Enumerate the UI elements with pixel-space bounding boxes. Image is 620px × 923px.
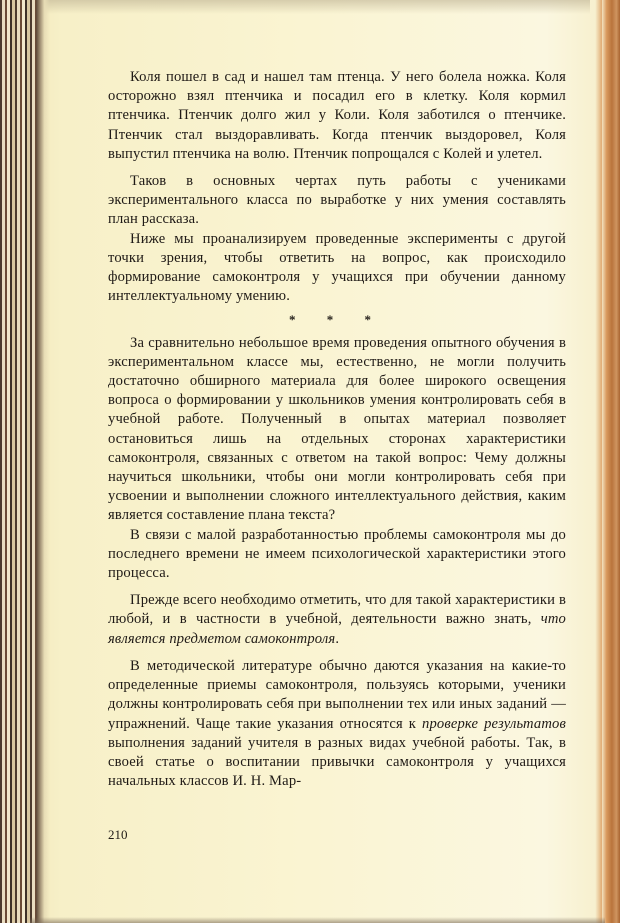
italic-emphasis: что является предметом самоконтроля bbox=[108, 611, 566, 647]
page-body-text bbox=[108, 68, 566, 791]
paragraph-subject-of-selfcontrol bbox=[108, 591, 566, 649]
page-bottom-edge bbox=[30, 917, 605, 923]
text-run: . bbox=[335, 630, 340, 647]
gutter-shadow bbox=[36, 0, 50, 923]
text-run: Прежде всего необходимо отметить, что для такой характеристики в любой, и в частности в учебной, деятельности важно знать, bbox=[108, 592, 566, 628]
paragraph-analysis-intro: Ниже мы проанализируем проведенные эксперименты с другой точки зрения, чтобы ответить на вопрос, как происходило формирование самоконтроля у учащихся при обучении данному интеллектуальному умению. bbox=[108, 230, 566, 305]
paragraph-methodical-literature bbox=[108, 657, 566, 791]
italic-emphasis: проверке результатов bbox=[422, 715, 566, 732]
section-separator: * * * bbox=[289, 312, 385, 328]
page-number: 210 bbox=[108, 827, 128, 842]
text-run: выполнения заданий учителя в разных видах учебной работы. Так, в своей статье о воспитании привычки самоконтроля у учащихся начальных классов И. Н. Мар- bbox=[108, 734, 566, 790]
text-run: В методической литературе обычно даются указания на какие-то определенные приемы самоконтроля, пользуясь которыми, ученики должны контролировать себя при выполнении тех или иных заданий — упражнений. Чаще такие указания относятся к bbox=[108, 657, 566, 732]
paragraph-problem: В связи с малой разработанностью проблемы самоконтроля мы до последнего времени не имеем психологической характеристики этого процесса. bbox=[108, 526, 566, 582]
paragraph-experiment-scope: За сравнительно небольшое время проведения опытного обучения в экспериментальном классе мы, естественно, не могли получить достаточно обширного материала для более широкого освещения вопроса о формировании у школьников умения контролировать себя в учебной работе. Полученный в опытах материал позволяет остановиться лишь на отдельных сторонах характеристики самоконтроля, связанных с ответом на такой вопрос: Чему должны научиться школьники, чтобы они могли контролировать себя при усвоении и выполнении сложного интеллектуального действия, каким является составление плана текста? bbox=[108, 334, 566, 524]
book-fore-edge bbox=[602, 0, 620, 923]
page-top-shadow bbox=[30, 0, 590, 14]
paragraph-story: Коля пошел в сад и нашел там птенца. У него болела ножка. Коля осторожно взял птенчика и посадил его в клетку. Коля кормил птенчика. Птенчик долго жил у Коли. Коля заботился о птенчике. Птенчик стал выздоравливать. Когда птенчик выздоровел, Коля выпустил птенчика на волю. Птенчик попрощался с Колей и улетел. bbox=[108, 69, 566, 162]
paragraph-summary: Таков в основных чертах путь работы с учениками экспериментального класса по выработке у них умения составлять план рассказа. bbox=[108, 173, 566, 228]
